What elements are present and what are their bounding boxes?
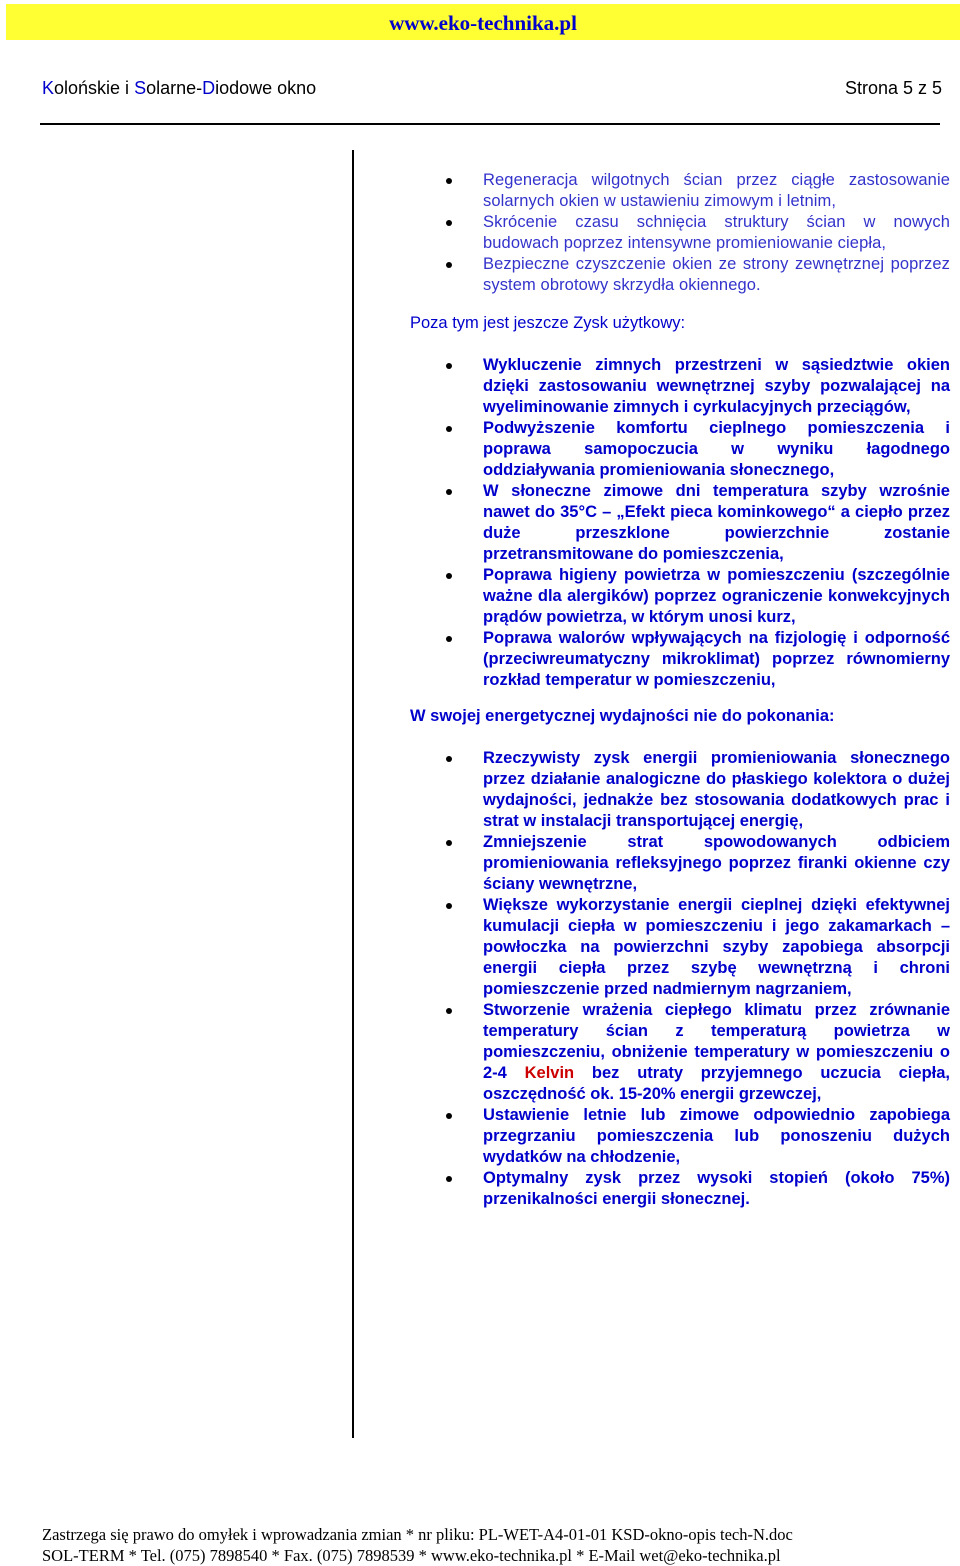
list-text: bez utraty przyjemnego uczucia ciepła, oszczędność ok. 15-20% energii grzewczej, (483, 1064, 950, 1103)
benefits-list-1 (410, 170, 950, 296)
benefits-list-3 (410, 748, 950, 1210)
section-heading: Poza tym jest jeszcze Zysk użytkowy: (410, 314, 686, 332)
list-item: Zmniejszenie strat spowodowanych odbiciem promieniowania refleksyjnego poprzez firanki okienne czy ściany wewnętrzne, (410, 832, 950, 895)
list-item: Poprawa higieny powietrza w pomieszczeniu (szczególnie ważne dla alergików) poprzez ograniczenie konwekcyjnych prądów powietrza, w którym unosi kurz, (410, 565, 950, 628)
title-part: olarne- (146, 78, 203, 98)
top-banner (6, 4, 960, 40)
title-part: K (42, 78, 55, 98)
list-item (410, 1000, 950, 1105)
main-content (410, 170, 950, 1210)
page-number: Strona 5 z 5 (844, 78, 942, 98)
footer-line-1: Zastrzega się prawo do omyłek i wprowadzania zmian * nr pliku: PL-WET-A4-01-01 KSD-okno-opis tech-N.doc (42, 1525, 793, 1544)
list-item: Podwyższenie komfortu cieplnego pomieszczenia i poprawa samopoczucia w wyniku łagodnego oddziaływania promieniowania słonecznego, (410, 418, 950, 481)
list-item: W słoneczne zimowe dni temperatura szyby wzrośnie nawet do 35°C – „Efekt pieca kominkowego“ a ciepło przez duże przeszklone powierzchnie zostanie przetransmitowane do pomieszczenia, (410, 481, 950, 565)
page-footer (42, 1524, 960, 1566)
list-item: Ustawienie letnie lub zimowe odpowiednio zapobiega przegrzaniu pomieszczenia lub ponoszeniu dużych wydatków na chłodzenie, (410, 1105, 950, 1168)
list-item: Wykluczenie zimnych przestrzeni w sąsiedztwie okien dzięki zastosowaniu wewnętrznej szyby pozwalającej na wyeliminowanie zimnych i cyrkulacyjnych przeciągów, (410, 355, 950, 418)
title-part: S (134, 78, 147, 98)
header-divider (40, 123, 940, 125)
list-item: Większe wykorzystanie energii cieplnej dzięki efektywnej kumulacji ciepła w pomieszczeniu i jego zakamarkach – powłoczka na powierzchni szyby zapobiega absorpcji energii ciepła przez szybę wewnętrzną i chroni pomieszczenie przed nadmiernym nagrzaniem, (410, 895, 950, 1000)
list-item: Skrócenie czasu schnięcia struktury ścian w nowych budowach poprzez intensywne promieniowanie ciepła, (410, 212, 950, 254)
kelvin-highlight: Kelvin (524, 1064, 575, 1082)
title-part: olońskie i (54, 78, 135, 98)
list-text: Stworzenie wrażenia ciepłego klimatu przez zrównanie temperatury ścian z temperaturą powietrza w pomieszczeniu, obniżenie temperatury w pomieszczeniu o 2-4 (483, 1001, 950, 1082)
column-divider (352, 150, 354, 1438)
benefits-list-2 (410, 355, 950, 691)
list-item: Poprawa walorów wpływających na fizjologię i odporność (przeciwreumatyczny mikroklimat) poprzez równomierny rozkład temperatur w pomieszczeniu, (410, 628, 950, 691)
document-title (42, 78, 316, 99)
title-part: iodowe okno (215, 78, 317, 98)
list-item: Bezpieczne czyszczenie okien ze strony zewnętrznej poprzez system obrotowy skrzydła okiennego. (410, 254, 950, 296)
banner-url-link[interactable]: www.eko-technika.pl (389, 11, 577, 35)
list-item: Optymalny zysk przez wysoki stopień (około 75%) przenikalności energii słonecznej. (410, 1168, 950, 1210)
list-item: Regeneracja wilgotnych ścian przez ciągłe zastosowanie solarnych okien w ustawieniu zimowym i letnim, (410, 170, 950, 212)
title-part: D (202, 78, 216, 98)
section-heading: W swojej energetycznej wydajności nie do pokonania: (410, 707, 835, 725)
page-header (42, 74, 942, 100)
list-item: Rzeczywisty zysk energii promieniowania słonecznego przez działanie analogiczne do płaskiego kolektora o dużej wydajności, jednakże bez stosowania dodatkowych prac i strat w instalacji transportującej energię, (410, 748, 950, 832)
footer-line-2: SOL-TERM * Tel. (075) 7898540 * Fax. (075) 7898539 * www.eko-technika.pl * E-Mail wet@eko-technika.pl (42, 1546, 781, 1565)
